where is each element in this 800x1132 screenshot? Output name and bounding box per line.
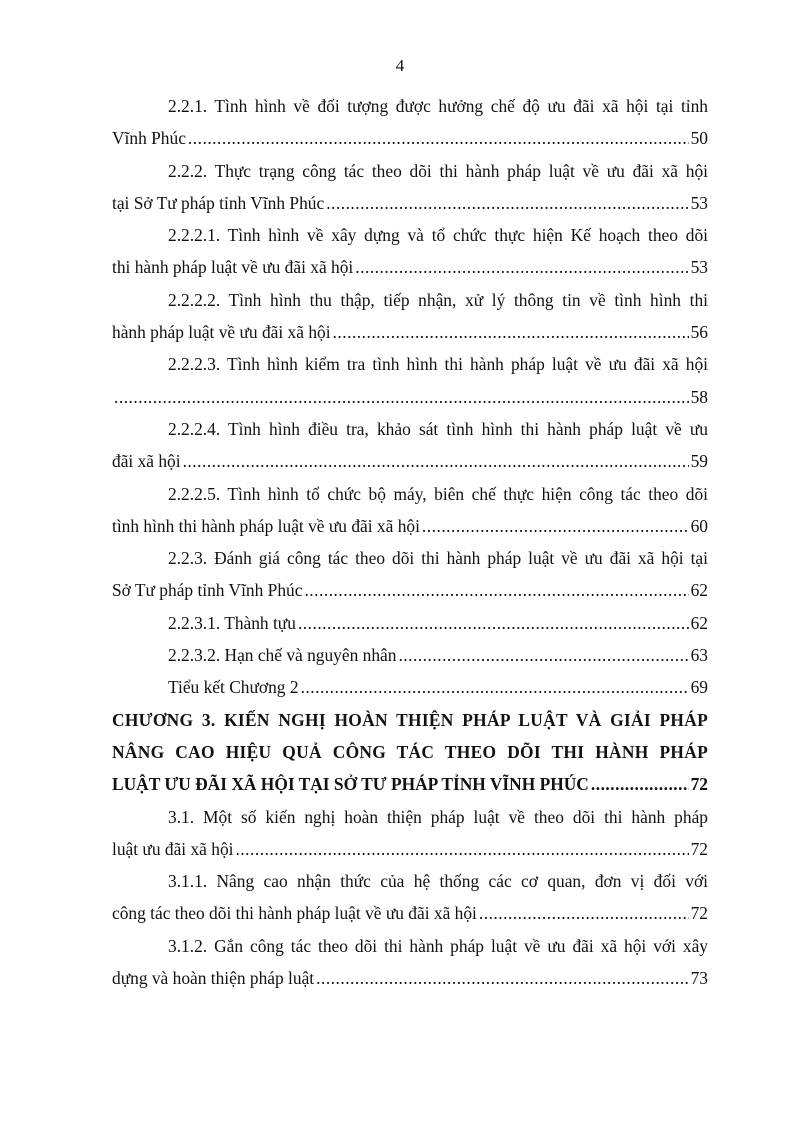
- toc-page-number: 59: [690, 451, 708, 472]
- toc-page-number: 53: [690, 192, 708, 213]
- toc-entry[interactable]: [112, 542, 708, 607]
- leader-dots: [298, 607, 689, 639]
- toc-entry[interactable]: [112, 607, 708, 639]
- leader-dots: [422, 510, 689, 542]
- leader-dots: [188, 122, 689, 154]
- leader-dots: [398, 639, 688, 671]
- toc-entry-text: Tiểu kết Chương 2: [168, 677, 299, 698]
- leader-dots: [316, 962, 688, 994]
- toc-entry-line1: 2.2.2.4. Tình hình điều tra, khảo sát tình hình thi hành pháp luật về ưu: [168, 418, 708, 439]
- leader-dots: [183, 445, 689, 477]
- chapter-line3: LUẬT ƯU ĐÃI XÃ HỘI TẠI SỞ TƯ PHÁP TỈNH VĨNH PHÚC: [112, 774, 589, 795]
- page-number: 4: [395, 56, 405, 75]
- toc-entry-line1: 2.2.1. Tình hình về đối tượng được hưởng chế độ ưu đãi xã hội tại tỉnh: [168, 96, 708, 116]
- toc-page-number: 69: [690, 677, 708, 698]
- toc-entry-line1: 2.2.2. Thực trạng công tác theo dõi thi hành pháp luật về ưu đãi xã hội: [168, 160, 708, 181]
- toc-entry-line1: 2.2.3. Đánh giá công tác theo dõi thi hành pháp luật về ưu đãi xã hội tại: [168, 548, 708, 569]
- toc-entry[interactable]: [112, 90, 708, 155]
- toc-entry[interactable]: [112, 413, 708, 478]
- toc-entry-line1: 3.1.1. Nâng cao nhận thức của hệ thống các cơ quan, đơn vị đối với: [168, 871, 708, 892]
- leader-dots: [355, 251, 688, 283]
- toc-entry[interactable]: [112, 478, 708, 543]
- toc-entry-line1: 2.2.2.3. Tình hình kiểm tra tình hình thi hành pháp luật về ưu đãi xã hội: [168, 354, 708, 375]
- toc-page-number: 60: [690, 515, 708, 536]
- toc-entry-line2: Sở Tư pháp tỉnh Vĩnh Phúc: [112, 580, 303, 601]
- chapter-line2: NÂNG CAO HIỆU QUẢ CÔNG TÁC THEO DÕI THI HÀNH PHÁP: [112, 741, 708, 762]
- toc-page-number: 56: [690, 322, 708, 343]
- toc-entry-line2: công tác theo dõi thi hành pháp luật về ưu đãi xã hội: [112, 903, 477, 924]
- toc-page-number: 72: [690, 903, 708, 924]
- toc-entry[interactable]: [112, 219, 708, 284]
- toc-entry-line2: luật ưu đãi xã hội: [112, 838, 234, 859]
- leader-dots: [301, 671, 689, 703]
- leader-dots: [333, 316, 689, 348]
- toc-entry[interactable]: [112, 930, 708, 995]
- toc-entry[interactable]: [112, 865, 708, 930]
- leader-dots: [235, 833, 688, 865]
- toc-entry-line1: 2.2.2.1. Tình hình về xây dựng và tổ chức thực hiện Kế hoạch theo dõi: [168, 225, 708, 246]
- leader-dots: [114, 381, 689, 413]
- leader-dots: [326, 187, 688, 219]
- leader-dots: [479, 897, 689, 929]
- toc-entry-line2: Vĩnh Phúc: [112, 128, 186, 149]
- toc-entry[interactable]: [112, 348, 708, 413]
- leader-dots: [591, 768, 689, 800]
- leader-dots: [304, 574, 688, 606]
- toc-page-number: 72: [690, 774, 708, 795]
- table-of-contents: [112, 90, 708, 994]
- toc-entry-line2: tại Sở Tư pháp tỉnh Vĩnh Phúc: [112, 192, 325, 213]
- toc-entry-line1: 3.1. Một số kiến nghị hoàn thiện pháp luật về theo dõi thi hành pháp: [168, 806, 708, 827]
- toc-entry-line2: đãi xã hội: [112, 451, 181, 472]
- toc-entry-line2: tình hình thi hành pháp luật về ưu đãi xã hội: [112, 515, 420, 536]
- toc-chapter-heading[interactable]: [112, 704, 708, 801]
- toc-entry-text: 2.2.3.1. Thành tựu: [168, 612, 296, 633]
- toc-page-number: 53: [690, 257, 708, 278]
- toc-page-number: 73: [690, 968, 708, 989]
- toc-entry-text: 2.2.3.2. Hạn chế và nguyên nhân: [168, 645, 397, 666]
- toc-entry[interactable]: [112, 801, 708, 866]
- toc-entry[interactable]: [112, 639, 708, 671]
- toc-entry-line1: 2.2.2.2. Tình hình thu thập, tiếp nhận, xử lý thông tin về tình hình thi: [168, 289, 708, 310]
- toc-page-number: 62: [690, 580, 708, 601]
- toc-entry[interactable]: [112, 671, 708, 703]
- toc-page-number: 62: [690, 612, 708, 633]
- toc-page-number: 58: [690, 386, 708, 407]
- toc-page-number: 72: [690, 838, 708, 859]
- toc-entry-line2: dựng và hoàn thiện pháp luật: [112, 968, 315, 989]
- toc-entry[interactable]: [112, 155, 708, 220]
- toc-entry[interactable]: [112, 284, 708, 349]
- toc-entry-line1: 3.1.2. Gắn công tác theo dõi thi hành pháp luật về ưu đãi xã hội với xây: [168, 935, 708, 956]
- toc-entry-line2: hành pháp luật về ưu đãi xã hội: [112, 322, 331, 343]
- chapter-line1: CHƯƠNG 3. KIẾN NGHỊ HOÀN THIỆN PHÁP LUẬT VÀ GIẢI PHÁP: [112, 709, 708, 730]
- toc-page-number: 50: [690, 128, 708, 149]
- toc-entry-line1: 2.2.2.5. Tình hình tổ chức bộ máy, biên chế thực hiện công tác theo dõi: [168, 483, 708, 504]
- toc-page-number: 63: [690, 645, 708, 666]
- toc-entry-line2: thi hành pháp luật về ưu đãi xã hội: [112, 257, 354, 278]
